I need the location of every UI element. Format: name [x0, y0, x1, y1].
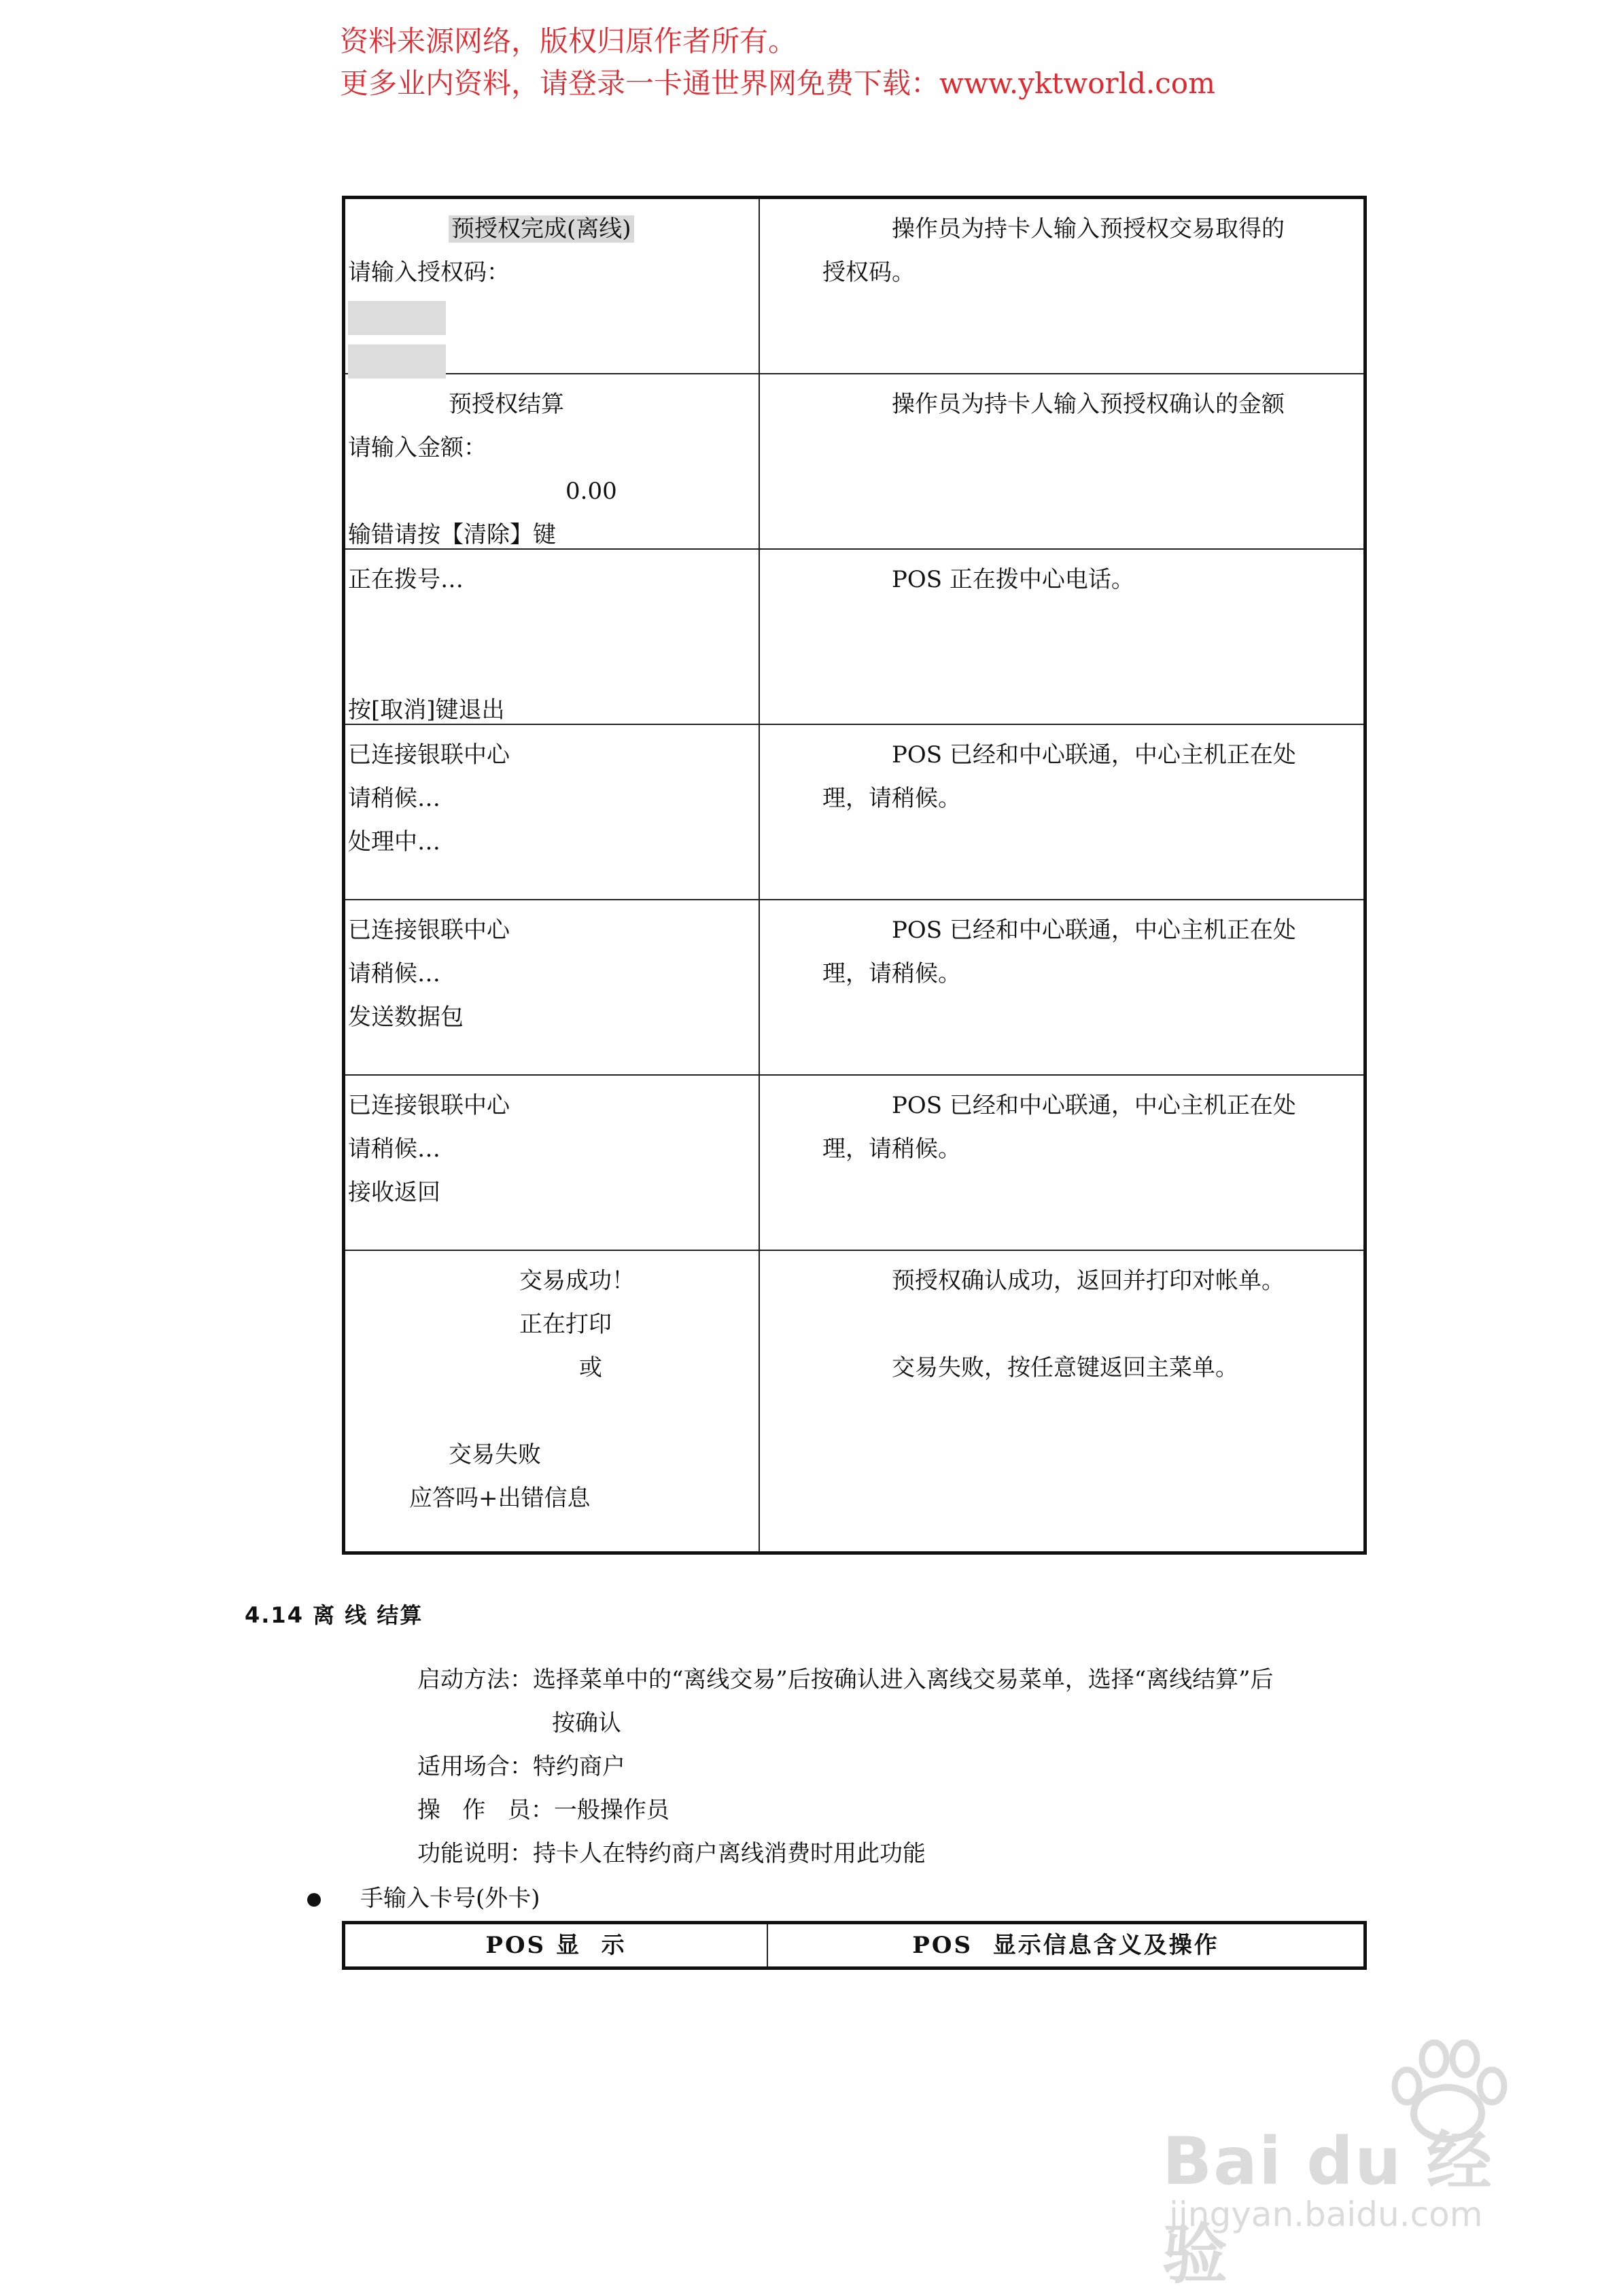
screen-title: 预授权完成(离线) [449, 215, 634, 243]
description-cell [760, 900, 1363, 1074]
function-desc: 功能说明：持卡人在特约商户离线消费时用此功能 [417, 1840, 926, 1867]
description-cell [760, 374, 1363, 548]
description-line: 理，请稍候。 [822, 1135, 961, 1163]
operator: 操 作 员：一般操作员 [417, 1797, 669, 1824]
watermark-brand: Bai du 经验 [1162, 2123, 1493, 2293]
pos-display-cell [345, 1076, 760, 1250]
description-line: 交易失败，按任意键返回主菜单。 [892, 1354, 1238, 1381]
description-cell [760, 725, 1363, 899]
pos-display-cell [345, 550, 760, 724]
screen-line: 输错请按【清除】键 [348, 521, 556, 548]
start-method-cont: 按确认 [552, 1710, 621, 1737]
section-info [417, 1658, 1274, 1875]
section-heading: 4.14 离 线 结算 [245, 1602, 423, 1628]
table-row [345, 725, 1363, 900]
screen-line: 正在拨号… [348, 566, 464, 593]
description-cell [760, 1251, 1363, 1551]
table-row [345, 550, 1363, 725]
screen-line: 处理中… [348, 828, 440, 855]
occasion: 适用场合：特约商户 [417, 1753, 625, 1780]
pos-header-table [342, 1921, 1367, 1970]
screen-line: 按[取消]键退出 [348, 696, 505, 724]
description-line: 理，请稍候。 [822, 960, 961, 987]
description-cell [760, 199, 1363, 373]
table-row [345, 900, 1363, 1076]
description-line: POS 已经和中心联通，中心主机正在处 [892, 917, 1296, 944]
description-line: POS 正在拨中心电话。 [892, 566, 1134, 593]
pos-display-cell [345, 374, 760, 548]
pos-display-cell [345, 725, 760, 899]
table-row [345, 374, 1363, 550]
description-line: POS 已经和中心联通，中心主机正在处 [892, 1092, 1296, 1119]
input-placeholder-box [348, 301, 446, 335]
source-notice-line1: 资料来源网络，版权归原作者所有。 [340, 24, 797, 58]
screen-title: 预授权结算 [449, 391, 564, 418]
description-line: 理，请稍候。 [822, 785, 961, 812]
pos-display-cell [345, 900, 760, 1074]
start-method: 启动方法：选择菜单中的“离线交易”后按确认进入离线交易菜单，选择“离线结算”后 [417, 1666, 1274, 1693]
screen-line: 请稍候… [348, 785, 440, 812]
watermark-url: jingyan.baidu.com [1169, 2195, 1483, 2234]
bullet-item [307, 1877, 540, 1920]
table-row [345, 1251, 1363, 1551]
screen-line: 已连接银联中心 [348, 917, 510, 944]
source-notice [340, 20, 1215, 105]
description-cell [760, 550, 1363, 724]
input-placeholder-box [348, 345, 446, 378]
screen-line: 正在打印 [519, 1311, 612, 1338]
screen-line: 或 [579, 1354, 602, 1381]
pos-display-cell [345, 199, 760, 373]
description-line: 操作员为持卡人输入预授权交易取得的 [892, 215, 1285, 243]
screen-line: 请输入授权码： [348, 259, 510, 286]
screen-line: 请输入金额： [348, 434, 487, 461]
source-notice-line2: 更多业内资料，请登录一卡通世界网免费下载：www.yktworld.com [340, 67, 1215, 100]
screen-line: 请稍候… [348, 960, 440, 987]
bullet-text: 手输入卡号(外卡) [360, 1885, 540, 1912]
screen-line: 请稍候… [348, 1135, 440, 1163]
description-line: 预授权确认成功，返回并打印对帐单。 [892, 1267, 1285, 1294]
baidu-watermark [1155, 2038, 1536, 2293]
screen-line: 已连接银联中心 [348, 1092, 510, 1119]
screen-line: 发送数据包 [348, 1004, 464, 1031]
description-line: 操作员为持卡人输入预授权确认的金额 [892, 391, 1285, 418]
screen-line: 已连接银联中心 [348, 741, 510, 769]
amount-value: 0.00 [565, 478, 617, 505]
description-cell [760, 1076, 1363, 1250]
table-row [345, 199, 1363, 374]
pos-display-table [342, 196, 1367, 1555]
pos-display-cell [345, 1251, 760, 1551]
screen-line: 接收返回 [348, 1179, 440, 1206]
table-row [345, 1076, 1363, 1251]
description-line: 授权码。 [822, 259, 915, 286]
screen-line: 交易失败 [449, 1441, 541, 1468]
description-line: POS 已经和中心联通，中心主机正在处 [892, 741, 1296, 769]
screen-line: 交易成功！ [519, 1267, 635, 1294]
column-header-pos-display: POS 显 示 [345, 1924, 768, 1966]
bullet-dot-icon [307, 1893, 321, 1907]
screen-line: 应答吗+出错信息 [409, 1485, 591, 1512]
column-header-meaning: POS 显示信息含义及操作 [912, 1932, 1219, 1959]
